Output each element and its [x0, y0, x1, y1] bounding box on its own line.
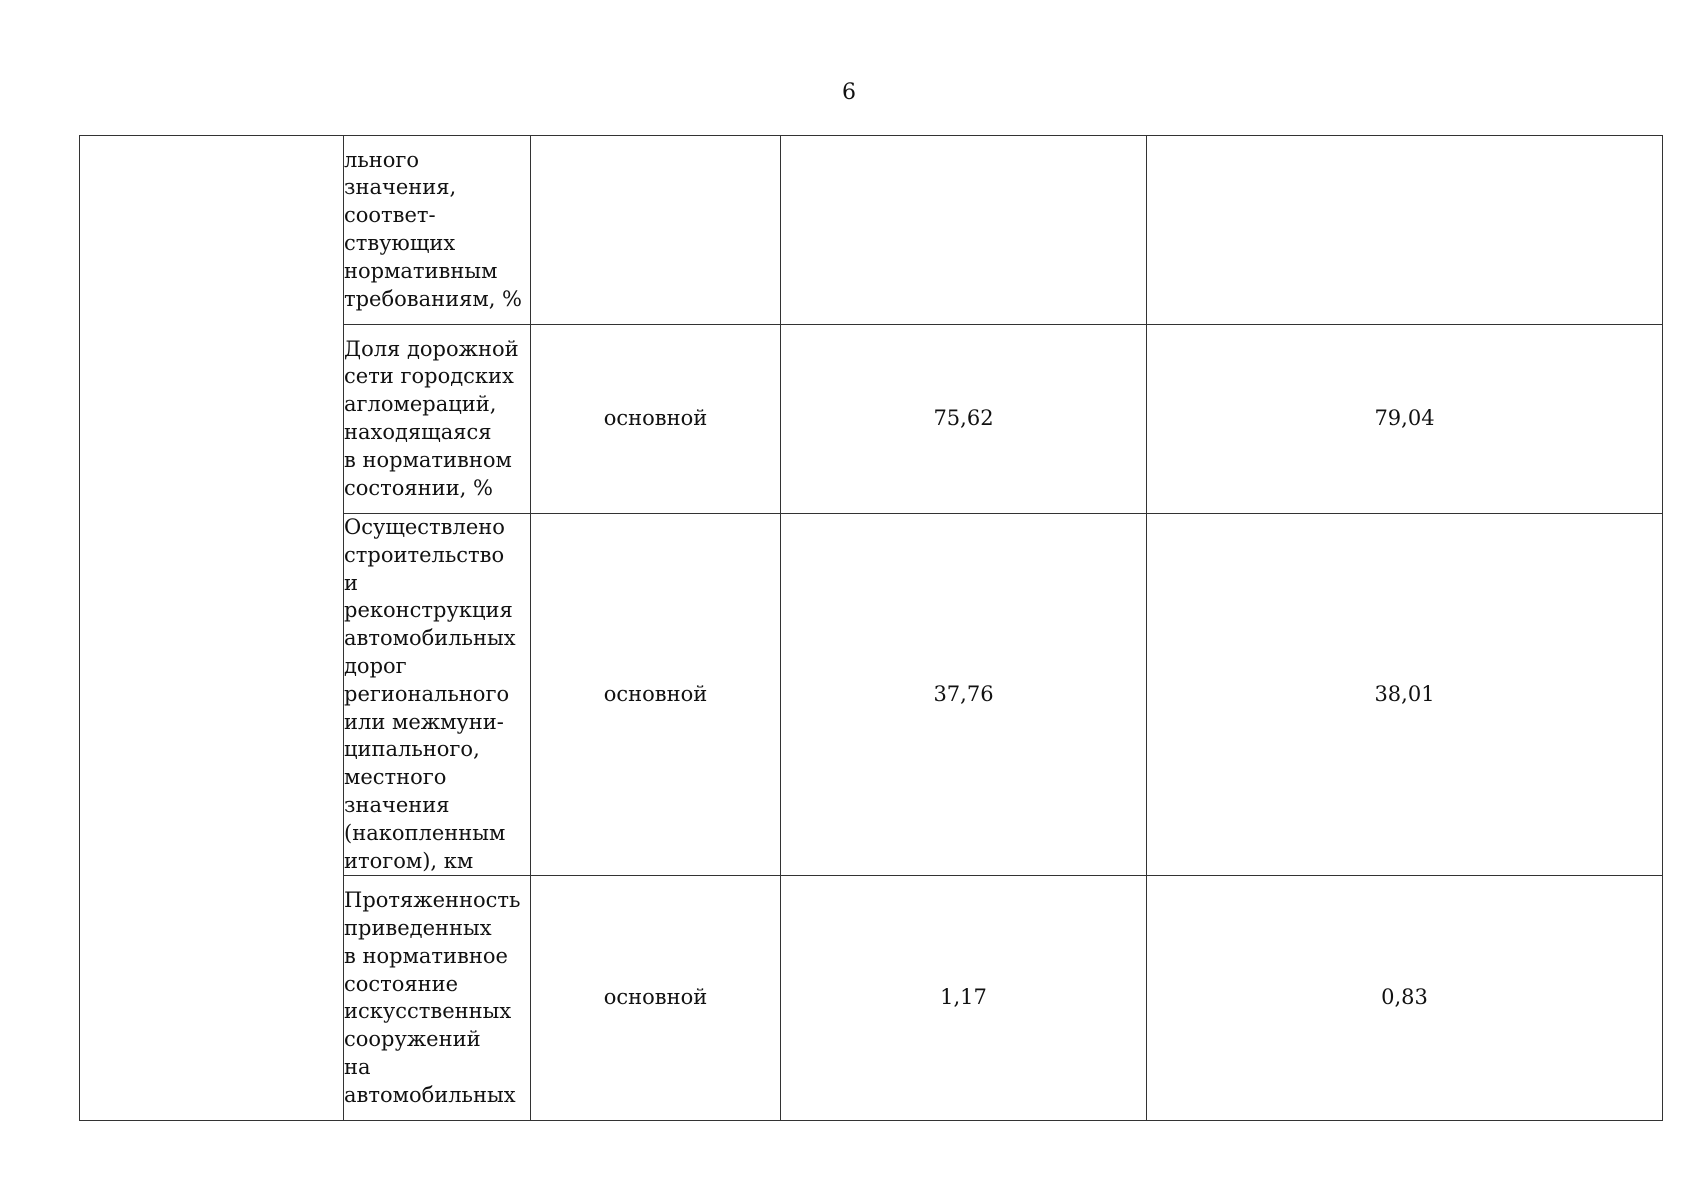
data-table-body: [80, 136, 1663, 1121]
table-row: [80, 136, 1663, 325]
merged-empty-cell: [80, 136, 344, 1121]
indicator-cell: Доля дорожной сети городских агломераций, находящаяся в нормативном состоянии, %: [344, 325, 531, 514]
type-cell: основной: [531, 514, 781, 876]
value-1-cell: 1,17: [781, 876, 1147, 1121]
value-1-cell: 37,76: [781, 514, 1147, 876]
value-2-cell: 79,04: [1147, 325, 1663, 514]
type-cell: основной: [531, 325, 781, 514]
value-2-cell: 38,01: [1147, 514, 1663, 876]
indicator-cell: Осуществлено строительство и реконструкция автомобильных дорог регионального или межмуни- ципального, местного значения (накопленным итогом), км: [344, 514, 531, 876]
type-cell: основной: [531, 876, 781, 1121]
data-table: [79, 135, 1663, 1121]
indicator-cell: Протяженность приведенных в нормативное состояние искусственных сооружений на автомобильных: [344, 876, 531, 1121]
page-number: 6: [842, 80, 856, 105]
indicator-cell: льного значения, соответ- ствующих нормативным требованиям, %: [344, 136, 531, 325]
type-cell: [531, 136, 781, 325]
value-1-cell: 75,62: [781, 325, 1147, 514]
value-1-cell: [781, 136, 1147, 325]
value-2-cell: 0,83: [1147, 876, 1663, 1121]
value-2-cell: [1147, 136, 1663, 325]
